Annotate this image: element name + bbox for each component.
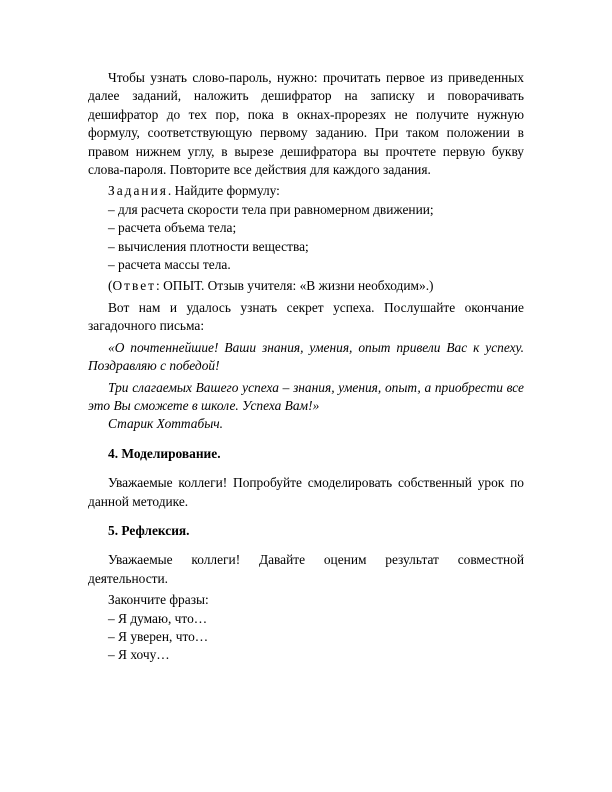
section-5-heading: 5. Рефлексия.	[108, 522, 190, 538]
success-paragraph: Вот нам и удалось узнать секрет успеха. Послушайте окончание загадочного письма:	[88, 299, 524, 334]
document-page	[88, 69, 524, 665]
task-item-4: – расчета массы тела.	[108, 257, 231, 273]
answer-line	[88, 277, 524, 295]
tasks-label: Задания	[108, 183, 168, 199]
answer-label: Ответ	[112, 278, 157, 294]
letter-line-2: Три слагаемых Вашего успеха – знания, умения, опыт, а приобрести все это Вы сможете в школе. Успеха Вам!»	[88, 379, 524, 413]
intro-paragraph: Чтобы узнать слово-пароль, нужно: прочитать первое из приведенных далее заданий, наложить дешифратор на записку и поворачивать дешифратор до тех пор, пока в окнах-прорезях не получите нужную формулу, соответствующую первому заданию. При таком положении в правом нижнем углу, в вырезе дешифратора вы прочтете первую букву слова-пароля. Повторите все действия для каждого задания.	[88, 70, 524, 178]
tasks-heading	[88, 182, 524, 200]
task-item-3: – вычисления плотности вещества;	[108, 238, 309, 254]
letter-signature: Старик Хоттабыч.	[108, 416, 223, 432]
letter-line-1: «О почтеннейшие! Ваши знания, умения, опыт привели Вас к успеху. Поздравляю с победой!	[88, 339, 524, 374]
tasks-text: . Найдите формулу:	[167, 183, 280, 199]
section-5-prompt: Закончите фразы:	[108, 592, 209, 608]
phrase-item-1: – Я думаю, что…	[108, 610, 208, 626]
answer-text: : ОПЫТ. Отзыв учителя: «В жизни необходим».)	[156, 278, 434, 294]
task-item-1: – для расчета скорости тела при равномерном движении;	[108, 201, 434, 217]
phrase-item-3: – Я хочу…	[108, 647, 170, 663]
answer-open-paren: (	[108, 278, 113, 294]
task-item-2: – расчета объема тела;	[108, 220, 237, 236]
section-4-heading: 4. Моделирование.	[108, 445, 221, 461]
section-4-text: Уважаемые коллеги! Попробуйте смоделировать собственный урок по данной методике.	[88, 475, 524, 509]
phrase-item-2: – Я уверен, что…	[108, 628, 209, 644]
section-5-text: Уважаемые коллеги! Давайте оценим результат совместной деятельности.	[88, 552, 524, 586]
